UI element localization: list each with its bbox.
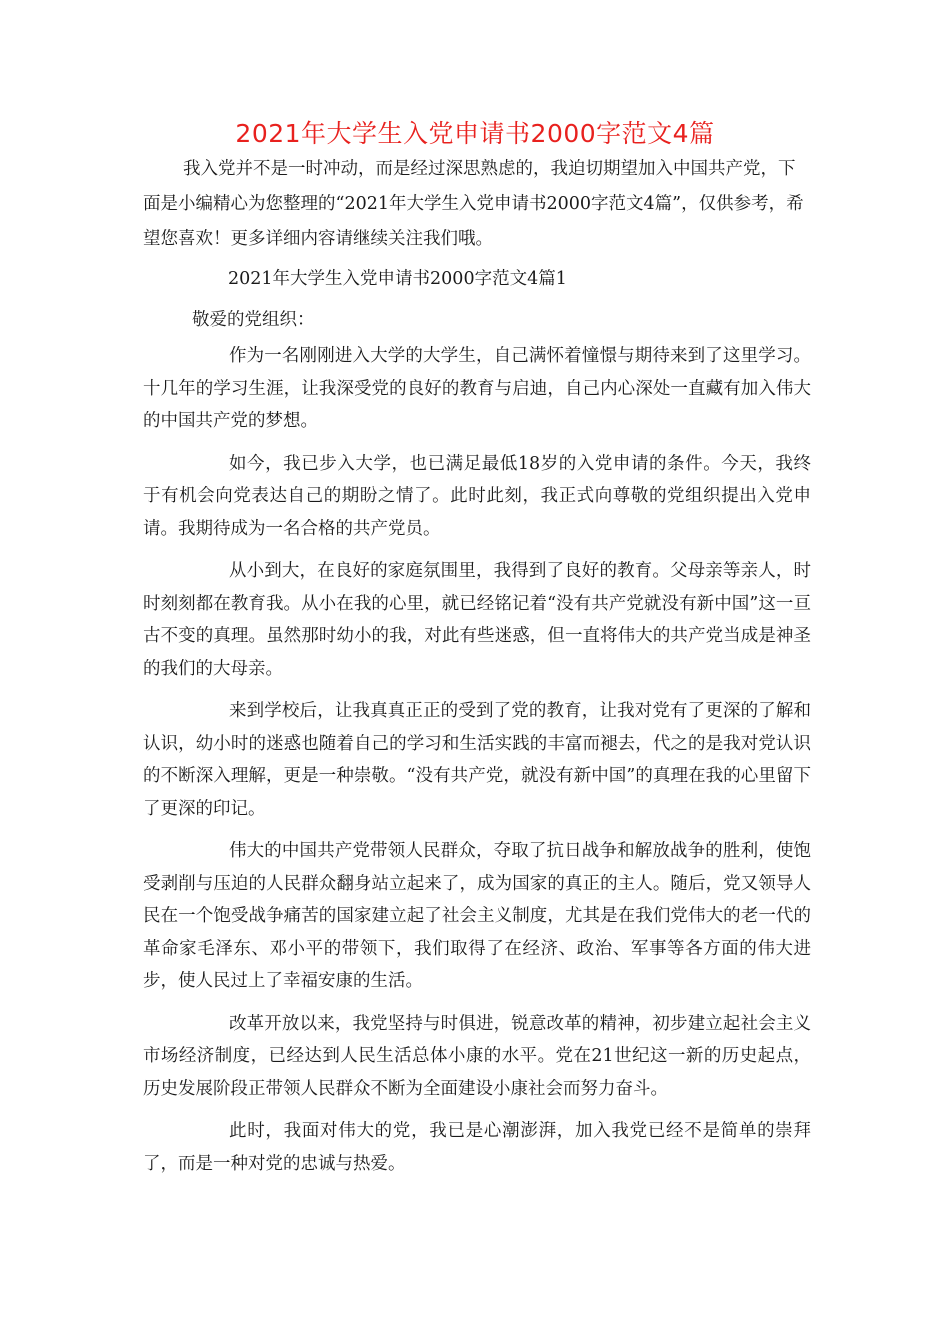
document-title: 2021年大学生入党申请书2000字范文4篇 [235, 119, 715, 148]
salutation: 敬爱的党组织： [192, 310, 315, 330]
body-paragraph: 来到学校后，让我真真正正的受到了党的教育，让我对党有了更深的了解和认识，幼小时的迷惑也随着自己的学习和生活实践的丰富而褪去，代之的是我对党认识的不断深入理解，更是一种崇敬。“没有共产党，就没有新中国”的真理在我的心里留下了更深的印记。 [143, 701, 811, 819]
letter-body [143, 340, 811, 1190]
body-paragraph: 改革开放以来，我党坚持与时俱进，锐意改革的精神，初步建立起社会主义市场经济制度，已经达到人民生活总体小康的水平。党在21世纪这一新的历史起点，历史发展阶段正带领人民群众不断为全面建设小康社会而努力奋斗。 [143, 1013, 811, 1099]
body-paragraph: 伟大的中国共产党带领人民群众，夺取了抗日战争和解放战争的胜利，使饱受剥削与压迫的人民群众翻身站立起来了，成为国家的真正的主人。随后，党又领导人民在一个饱受战争痛苦的国家建立起了社会主义制度，尤其是在我们党伟大的老一代的革命家毛泽东、邓小平的带领下，我们取得了在经济、政治、军事等各方面的伟大进步，使人民过上了幸福安康的生活。 [143, 841, 811, 991]
section-subheading: 2021年大学生入党申请书2000字范文4篇1 [228, 269, 567, 289]
intro-paragraph: 我入党并不是一时冲动，而是经过深思熟虑的，我迫切期望加入中国共产党，下面是小编精心为您整理的“2021年大学生入党申请书2000字范文4篇”，仅供参考，希望您喜欢！更多详细内容请继续关注我们哦。 [143, 159, 804, 249]
body-paragraph: 从小到大，在良好的家庭氛围里，我得到了良好的教育。父母亲等亲人，时时刻刻都在教育我。从小在我的心里，就已经铭记着“没有共产党就没有新中国”这一亘古不变的真理。虽然那时幼小的我，对此有些迷惑，但一直将伟大的共产党当成是神圣的我们的大母亲。 [143, 561, 811, 679]
body-paragraph: 作为一名刚刚进入大学的大学生，自己满怀着憧憬与期待来到了这里学习。十几年的学习生涯，让我深受党的良好的教育与启迪，自己内心深处一直藏有加入伟大的中国共产党的梦想。 [143, 346, 811, 431]
body-paragraph: 此时，我面对伟大的党，我已是心潮澎湃，加入我党已经不是简单的崇拜了，而是一种对党的忠诚与热爱。 [143, 1121, 811, 1174]
body-paragraph: 如今，我已步入大学，也已满足最低18岁的入党申请的条件。今天，我终于有机会向党表达自己的期盼之情了。此时此刻，我正式向尊敬的党组织提出入党申请。我期待成为一名合格的共产党员。 [143, 453, 811, 539]
